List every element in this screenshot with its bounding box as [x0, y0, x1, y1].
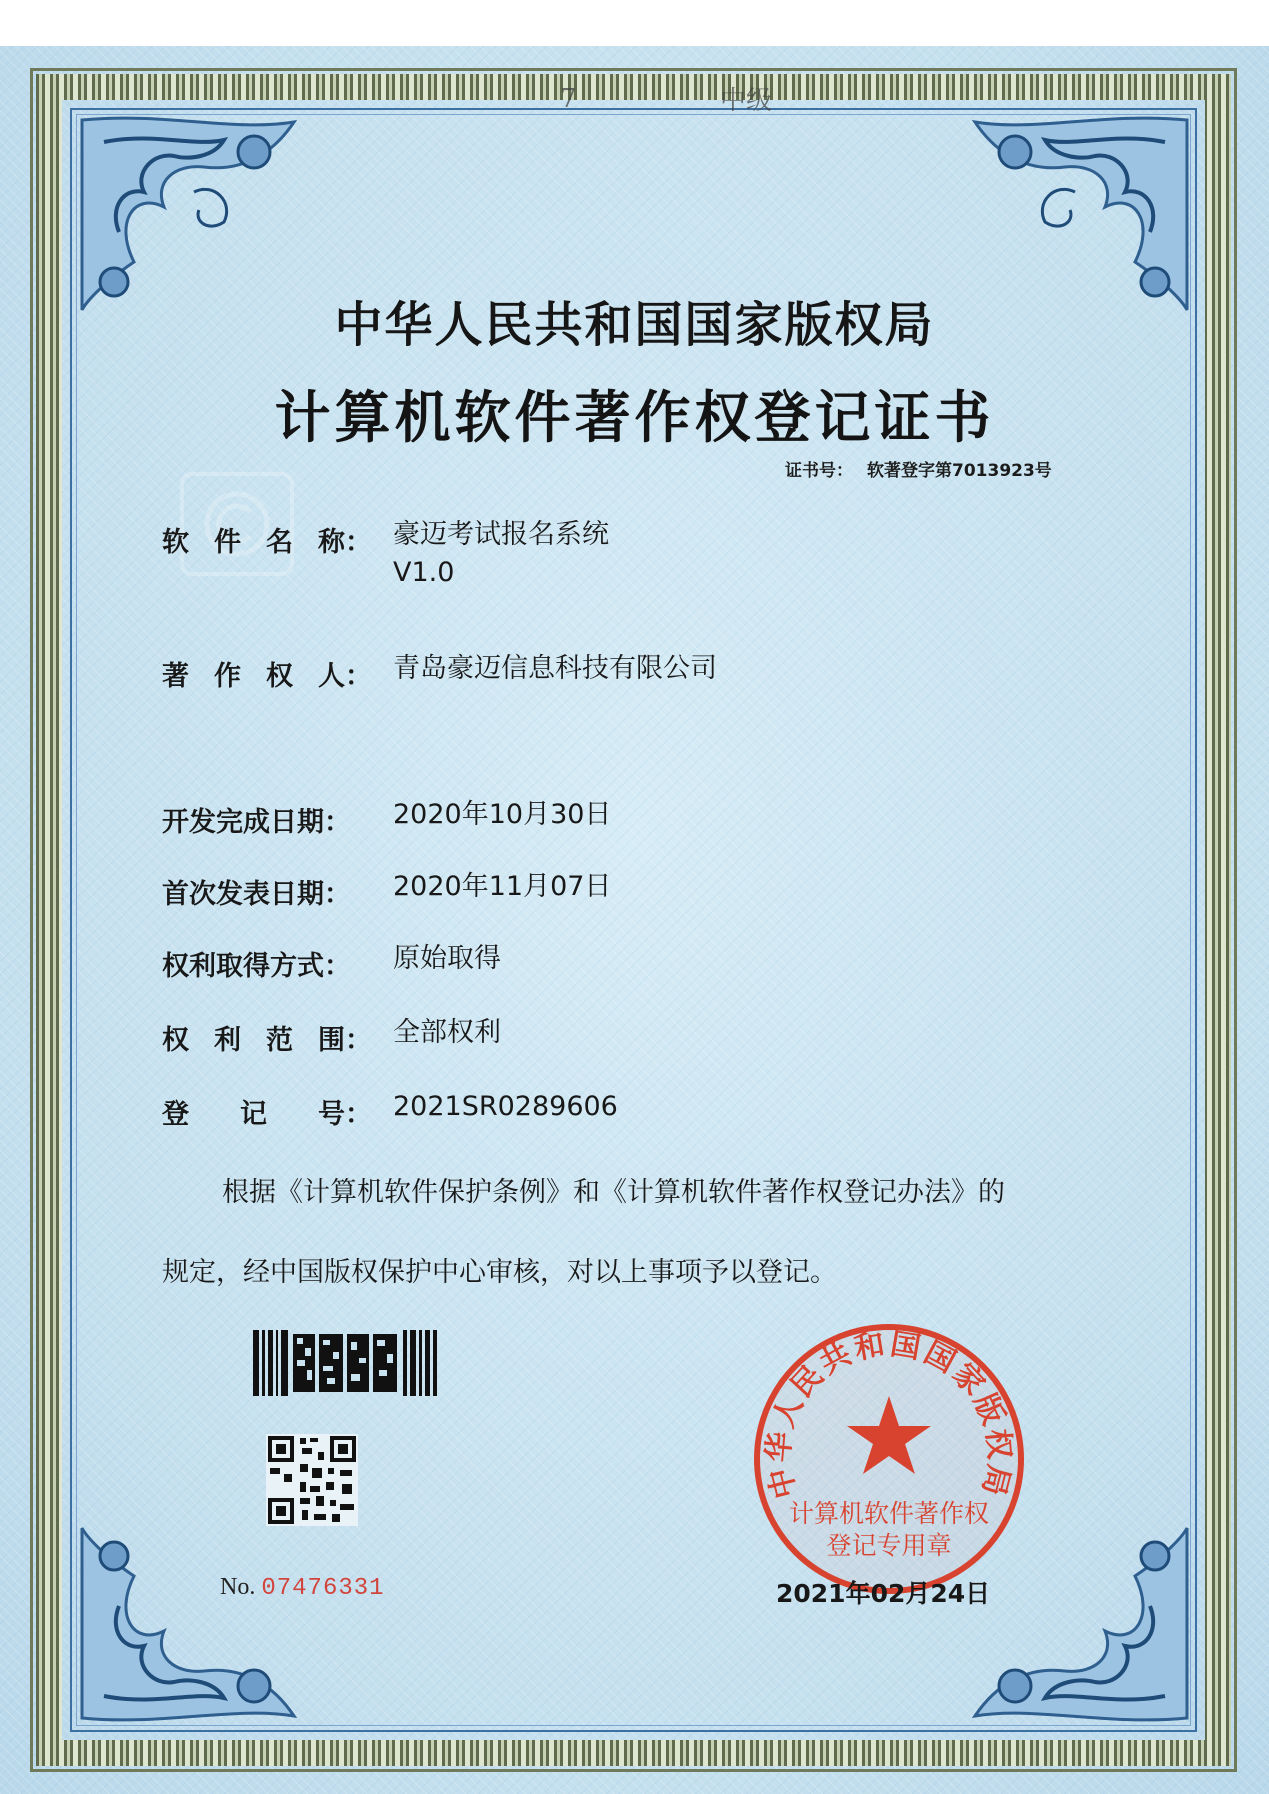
serial-number-value: 07476331 — [261, 1575, 385, 1602]
corner-ornament-bottom-left — [74, 1526, 304, 1726]
serial-number: No. 07476331 — [220, 1574, 385, 1602]
barcode — [253, 1330, 438, 1396]
acquisition-method-label: 权利取得方式： — [162, 951, 351, 982]
seal-outer-text: 中华人民共和国国家版权局 — [761, 1326, 1017, 1502]
copyright-owner-value: 青岛豪迈信息科技有限公司 — [393, 653, 717, 684]
cert-no-value: 软著登字第7013923号 — [867, 461, 1052, 481]
acquisition-method-value: 原始取得 — [393, 943, 501, 974]
issuer-title: 中华人民共和国国家版权局 — [334, 297, 935, 353]
certificate-number — [785, 456, 1066, 481]
dev-complete-date-label: 开发完成日期： — [162, 807, 351, 838]
official-seal-stamp — [748, 1318, 1030, 1600]
statement-line-2: 规定，经中国版权保护中心审核，对以上事项予以登记。 — [162, 1257, 837, 1288]
software-name-value: 豪迈考试报名系统 V1.0 — [393, 519, 609, 588]
first-publish-date-label: 首次发表日期： — [162, 879, 351, 910]
registration-no-label: 登 记 号： — [162, 1099, 372, 1130]
first-publish-date-value: 2020年11月07日 — [393, 871, 612, 902]
corner-ornament-top-right — [965, 112, 1195, 312]
software-name-label: 软 件 名 称： — [162, 527, 372, 558]
dev-complete-date-value: 2020年10月30日 — [393, 799, 612, 830]
seal-inner-line-2: 登记专用章 — [826, 1531, 952, 1560]
cert-no-label: 证书号： — [785, 461, 853, 481]
certificate-title: 计算机软件著作权登记证书 — [274, 386, 995, 451]
copyright-owner-label: 著 作 权 人： — [162, 661, 372, 692]
seal-inner-line-1: 计算机软件著作权 — [788, 1499, 990, 1528]
rights-scope-label: 权 利 范 围： — [162, 1025, 372, 1056]
issue-date: 2021年02月24日 — [776, 1579, 991, 1608]
handwritten-mark-2: 中级 — [720, 86, 773, 116]
registration-no-value: 2021SR0289606 — [393, 1091, 618, 1122]
corner-ornament-top-left — [74, 112, 304, 312]
handwritten-mark: 7 — [560, 84, 577, 114]
qr-code — [266, 1434, 358, 1526]
rights-scope-value: 全部权利 — [393, 1017, 501, 1048]
statement-line-1: 根据《计算机软件保护条例》和《计算机软件著作权登记办法》的 — [222, 1177, 1005, 1208]
